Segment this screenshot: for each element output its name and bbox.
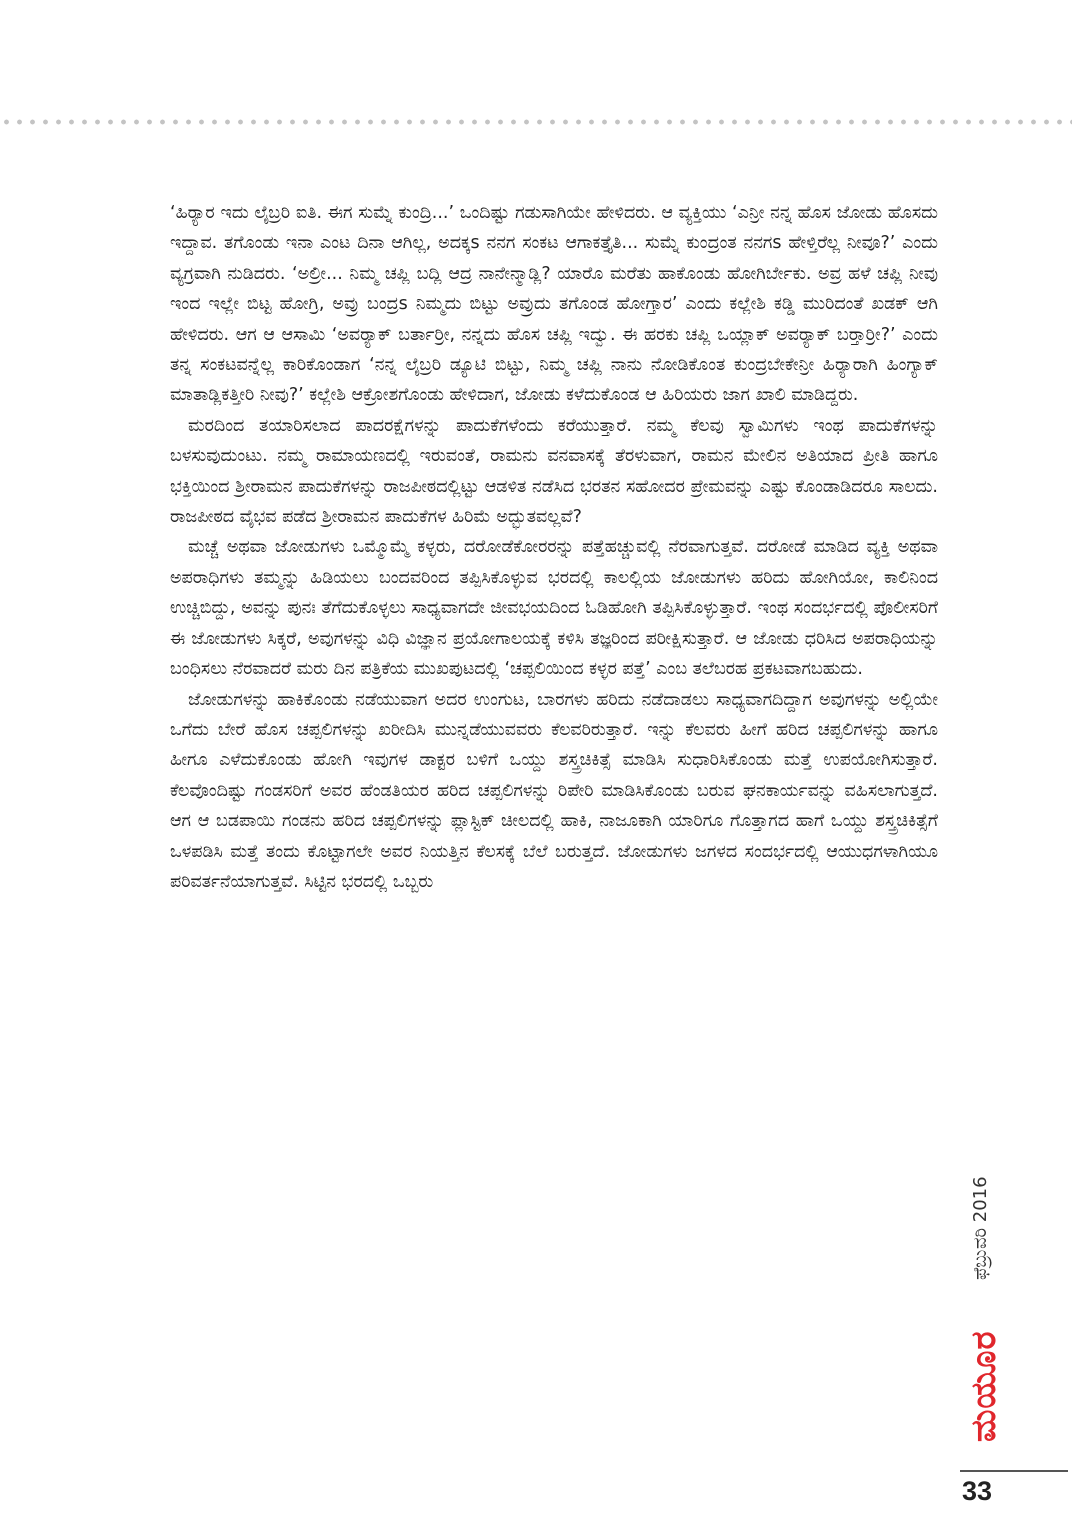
magazine-logo: ಮಯೂರ bbox=[964, 1330, 1004, 1442]
issue-date: ಫೆಬ್ರುವರಿ 2016 bbox=[970, 1176, 991, 1280]
dotted-top-rule bbox=[0, 118, 1072, 126]
page-number-rule bbox=[960, 1470, 1068, 1472]
magazine-side-mark bbox=[962, 1110, 1002, 1460]
paragraph-2: ಮರದಿಂದ ತಯಾರಿಸಲಾದ ಪಾದರಕ್ಷೆಗಳನ್ನು ಪಾದುಕೆಗಳೆಂದು ಕರೆಯುತ್ತಾರೆ. ನಮ್ಮ ಕೆಲವು ಸ್ವಾಮಿಗಳು ಇಂಥ ಪಾದುಕೆಗಳನ್ನು ಬಳಸುವುದುಂಟು. ನಮ್ಮ ರಾಮಾಯಣದಲ್ಲಿ ಇರುವಂತೆ, ರಾಮನು ವನವಾಸಕ್ಕೆ ತೆರಳುವಾಗ, ರಾಮನ ಮೇಲಿನ ಅತಿಯಾದ ಪ್ರೀತಿ ಹಾಗೂ ಭಕ್ತಿಯಿಂದ ಶ್ರೀರಾಮನ ಪಾದುಕೆಗಳನ್ನು ರಾಜಪೀಠದಲ್ಲಿಟ್ಟು ಆಡಳಿತ ನಡೆಸಿದ ಭರತನ ಸಹೋದರ ಪ್ರೇಮವನ್ನು ಎಷ್ಟು ಕೊಂಡಾಡಿದರೂ ಸಾಲದು. ರಾಜಪೀಠದ ವೈಭವ ಪಡೆದ ಶ್ರೀರಾಮನ ಪಾದುಕೆಗಳ ಹಿರಿಮೆ ಅದ್ಭುತವಲ್ಲವೆ? bbox=[170, 415, 938, 528]
paragraph-1: ‘ಹಿರ್‍ಯಾರ ಇದು ಲೈಬ್ರರಿ ಐತಿ. ಈಗ ಸುಮ್ನೆ ಕುಂದ್ರಿ...’ ಒಂದಿಷ್ಟು ಗಡುಸಾಗಿಯೇ ಹೇಳಿದರು. ಆ ವ್ಯಕ್ತಿಯು ‘ಎನ್ರೀ ನನ್ನ ಹೊಸ ಜೋಡು ಹೊಸದು ಇದ್ದಾವ. ತಗೊಂಡು ಇನಾ ಎಂಟ ದಿನಾ ಆಗಿಲ್ಲ, ಅದಕ್ಕs ನನಗ ಸಂಕಟ ಆಗಾಕತ್ತೈತಿ... ಸುಮ್ನೆ ಕುಂದ್ರಂತ ನನಗs ಹೇಳ್ತಿರೆಲ್ಲ ನೀವೂ?’ ಎಂದು ವ್ಯಗ್ರವಾಗಿ ನುಡಿದರು. ‘ಅಲ್ರೀ... ನಿಮ್ಮ ಚಪ್ಲಿ ಬದ್ಲಿ ಆದ್ರ ನಾನೇನ್ಮಾಡ್ಲಿ? ಯಾರೊ ಮರೆತು ಹಾಕೊಂಡು ಹೋಗಿರ್ಬೇಕು. ಅವ್ರ ಹಳೆ ಚಪ್ಲಿ ನೀವು ಇಂದ ಇಲ್ಲೇ ಬಿಟ್ಟ ಹೋಗ್ರಿ, ಅವ್ರು ಬಂದ್ರs ನಿಮ್ಮದು ಬಿಟ್ಟು ಅವ್ರುದು ತಗೊಂಡ ಹೋಗ್ತಾರ’ ಎಂದು ಕಲ್ಲೇಶಿ ಕಡ್ಡಿ ಮುರಿದಂತೆ ಖಡಕ್ ಆಗಿ ಹೇಳಿದರು. ಆಗ ಆ ಆಸಾಮಿ ‘ಅವರ್‍ಯಾಕ್ ಬರ್ತಾರ್‍ರೀ, ನನ್ನದು ಹೊಸ ಚಪ್ಲಿ ಇದ್ವು. ಈ ಹರಕು ಚಪ್ಲಿ ಒಯ್ಲಾಕ್ ಅವರ್‍ಯಾಕ್ ಬರ್‍ತಾರ್‍ರೀ?’ ಎಂದು ತನ್ನ ಸಂಕಟವನ್ನೆಲ್ಲ ಕಾರಿಕೊಂಡಾಗ ‘ನನ್ನ ಲೈಬ್ರರಿ ಡ್ಯೂಟಿ ಬಿಟ್ಟು, ನಿಮ್ಮ ಚಪ್ಲಿ ನಾನು ನೋಡಿಕೊಂತ ಕುಂದ್ರಬೇಕೇನ್ರೀ ಹಿರ್‍ಯಾರಾಗಿ ಹಿಂಗ್ಯಾಕ್ ಮಾತಾಡ್ಲಿಕತ್ತೀರಿ ನೀವು?’ ಕಲ್ಲೇಶಿ ಆಕ್ರೋಶಗೊಂಡು ಹೇಳಿದಾಗ, ಜೋಡು ಕಳೆದುಕೊಂಡ ಆ ಹಿರಿಯರು ಜಾಗ ಖಾಲಿ ಮಾಡಿದ್ದರು. bbox=[170, 203, 938, 406]
article-body bbox=[170, 198, 938, 897]
paragraph-4: ಜೋಡುಗಳನ್ನು ಹಾಕಿಕೊಂಡು ನಡೆಯುವಾಗ ಅದರ ಉಂಗುಟ, ಬಾರಗಳು ಹರಿದು ನಡೆದಾಡಲು ಸಾಧ್ಯವಾಗದಿದ್ದಾಗ ಅವುಗಳನ್ನು ಅಲ್ಲಿಯೇ ಒಗೆದು ಬೇರೆ ಹೊಸ ಚಪ್ಪಲಿಗಳನ್ನು ಖರೀದಿಸಿ ಮುನ್ನಡೆಯುವವರು ಕೆಲವರಿರುತ್ತಾರೆ. ಇನ್ನು ಕೆಲವರು ಹೀಗೆ ಹರಿದ ಚಪ್ಪಲಿಗಳನ್ನು ಹಾಗೂ ಹೀಗೂ ಎಳೆದುಕೊಂಡು ಹೋಗಿ ಇವುಗಳ ಡಾಕ್ಟರ ಬಳಿಗೆ ಒಯ್ದು ಶಸ್ತ್ರಚಿಕಿತ್ಸೆ ಮಾಡಿಸಿ ಸುಧಾರಿಸಿಕೊಂಡು ಮತ್ತೆ ಉಪಯೋಗಿಸುತ್ತಾರೆ. ಕೆಲವೊಂದಿಷ್ಟು ಗಂಡಸರಿಗೆ ಅವರ ಹೆಂಡತಿಯರ ಹರಿದ ಚಪ್ಪಲಿಗಳನ್ನು ರಿಪೇರಿ ಮಾಡಿಸಿಕೊಂಡು ಬರುವ ಘನಕಾರ್ಯವನ್ನು ವಹಿಸಲಾಗುತ್ತದೆ. ಆಗ ಆ ಬಡಪಾಯಿ ಗಂಡನು ಹರಿದ ಚಪ್ಪಲಿಗಳನ್ನು ಪ್ಲಾಸ್ಟಿಕ್ ಚೀಲದಲ್ಲಿ ಹಾಕಿ, ನಾಜೂಕಾಗಿ ಯಾರಿಗೂ ಗೊತ್ತಾಗದ ಹಾಗೆ ಒಯ್ದು ಶಸ್ತ್ರಚಿಕಿತ್ಸೆಗೆ ಒಳಪಡಿಸಿ ಮತ್ತೆ ತಂದು ಕೊಟ್ಟಾಗಲೇ ಅವರ ನಿಯತ್ತಿನ ಕೆಲಸಕ್ಕೆ ಬೆಲೆ ಬರುತ್ತದೆ. ಜೋಡುಗಳು ಜಗಳದ ಸಂದರ್ಭದಲ್ಲಿ ಆಯುಧಗಳಾಗಿಯೂ ಪರಿವರ್ತನೆಯಾಗುತ್ತವೆ. ಸಿಟ್ಟಿನ ಭರದಲ್ಲಿ ಒಬ್ಬರು bbox=[170, 689, 938, 892]
page-number: 33 bbox=[962, 1476, 993, 1506]
paragraph-3: ಮಚ್ಚೆ ಅಥವಾ ಜೋಡುಗಳು ಒಮ್ಮೊಮ್ಮೆ ಕಳ್ಳರು, ದರೋಡೆಕೋರರನ್ನು ಪತ್ತೆಹಚ್ಚುವಲ್ಲಿ ನೆರವಾಗುತ್ತವೆ. ದರೋಡೆ ಮಾಡಿದ ವ್ಯಕ್ತಿ ಅಥವಾ ಅಪರಾಧಿಗಳು ತಮ್ಮನ್ನು ಹಿಡಿಯಲು ಬಂದವರಿಂದ ತಪ್ಪಿಸಿಕೊಳ್ಳುವ ಭರದಲ್ಲಿ ಕಾಲಲ್ಲಿಯ ಜೋಡುಗಳು ಹರಿದು ಹೋಗಿಯೋ, ಕಾಲಿನಿಂದ ಉಚ್ಚಿಬಿದ್ದು, ಅವನ್ನು ಪುನಃ ತೆಗೆದುಕೊಳ್ಳಲು ಸಾಧ್ಯವಾಗದೇ ಜೀವಭಯದಿಂದ ಓಡಿಹೋಗಿ ತಪ್ಪಿಸಿಕೊಳ್ಳುತ್ತಾರೆ. ಇಂಥ ಸಂದರ್ಭದಲ್ಲಿ ಪೊಲೀಸರಿಗೆ ಈ ಜೋಡುಗಳು ಸಿಕ್ಕರೆ, ಅವುಗಳನ್ನು ವಿಧಿ ವಿಜ್ಞಾನ ಪ್ರಯೋಗಾಲಯಕ್ಕೆ ಕಳಿಸಿ ತಜ್ಞರಿಂದ ಪರೀಕ್ಷಿಸುತ್ತಾರೆ. ಆ ಜೋಡು ಧರಿಸಿದ ಅಪರಾಧಿಯನ್ನು ಬಂಧಿಸಲು ನೆರವಾದರೆ ಮರು ದಿನ ಪತ್ರಿಕೆಯ ಮುಖಪುಟದಲ್ಲಿ ‘ಚಪ್ಪಲಿಯಿಂದ ಕಳ್ಳರ ಪತ್ತೆ’ ಎಂಬ ತಲೆಬರಹ ಪ್ರಕಟವಾಗಬಹುದು. bbox=[170, 537, 938, 680]
